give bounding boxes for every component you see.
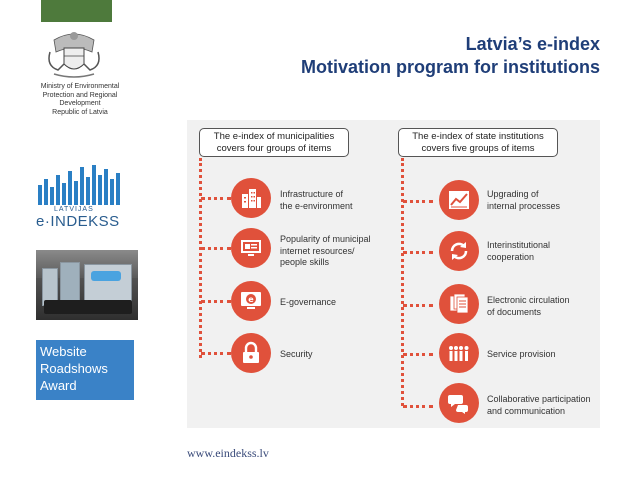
building-icon	[231, 178, 271, 218]
municipalities-header: The e-index of municipalities covers four groups of items	[199, 128, 349, 157]
municipality-item-4: Security	[280, 349, 313, 359]
municipality-item-2: Popularity of municipal internet resources/ people skills	[280, 234, 371, 267]
logo-big-text: e·INDEKSS	[36, 213, 120, 230]
lock-icon	[231, 333, 271, 373]
municipality-item-3: E-governance	[280, 297, 337, 307]
header-green-bar	[41, 0, 112, 22]
logo-small-text: LATVIJAS	[54, 206, 94, 213]
monitor-icon	[231, 228, 271, 268]
chart-icon	[439, 180, 479, 220]
logo-bars-icon	[36, 163, 126, 205]
refresh-icon	[439, 231, 479, 271]
state-item-2: Interinstitutional cooperation	[487, 240, 551, 262]
page-title: Latvia’s e-index Motivation program for institutions	[301, 34, 600, 77]
state-header: The e-index of state institutions covers five groups of items	[398, 128, 558, 157]
state-item-4: Service provision	[487, 349, 556, 359]
award-label-box: Website Roadshows Award	[36, 340, 134, 400]
coat-of-arms-icon	[44, 30, 104, 80]
documents-icon	[439, 284, 479, 324]
people-icon	[439, 333, 479, 373]
state-item-3: Electronic circulation of documents	[487, 295, 570, 317]
municipality-item-1: Infrastructure of the e-environment	[280, 189, 353, 211]
infographic-panel	[187, 120, 600, 428]
website-url[interactable]: www.eindekss.lv	[187, 446, 269, 460]
svg-text:e: e	[248, 295, 254, 304]
chat-icon	[439, 383, 479, 423]
ministry-name: Ministry of Environmental Protection and Regional Development Republic of Latvia	[40, 83, 120, 116]
state-item-1: Upgrading of internal processes	[487, 189, 561, 211]
state-item-5: Collaborative participation and communication	[487, 394, 591, 416]
right-dotted-line	[401, 158, 404, 406]
left-dotted-line	[199, 158, 202, 358]
eindekss-logo	[36, 163, 126, 233]
e-screen-icon	[231, 281, 271, 321]
award-photo	[36, 250, 138, 320]
